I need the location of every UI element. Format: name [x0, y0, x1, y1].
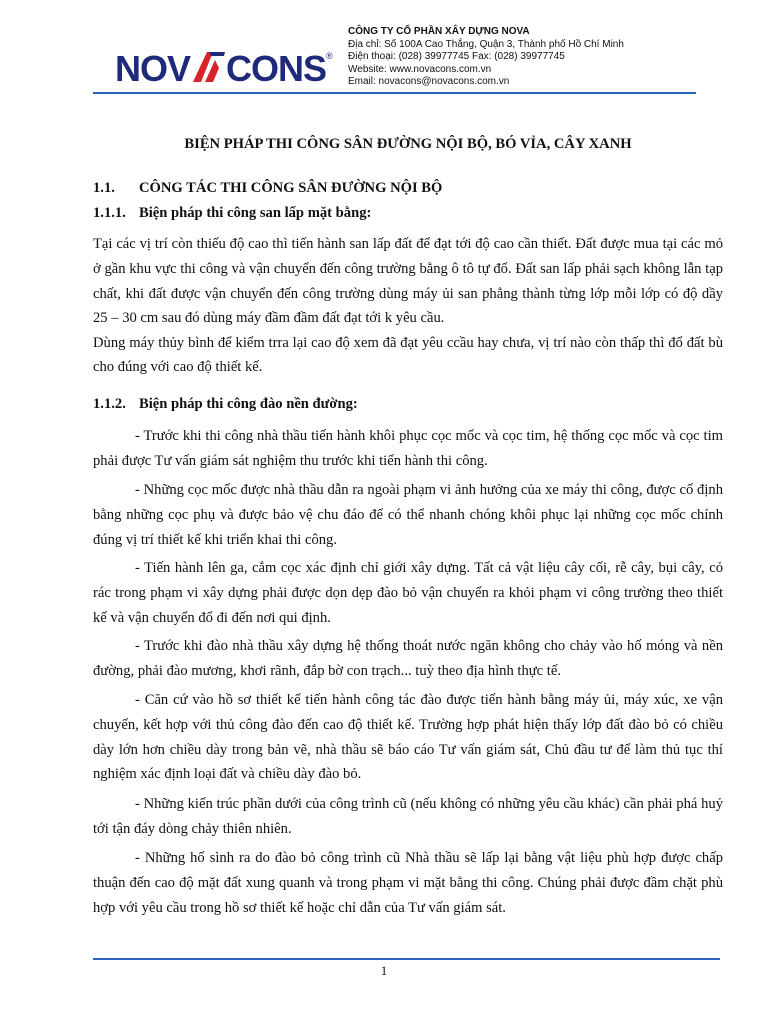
company-website: Website: www.novacons.com.vn — [348, 63, 492, 75]
company-name: CÔNG TY CỔ PHẦN XÂY DỰNG NOVA — [348, 26, 530, 37]
subsection-title: Biện pháp thi công đào nền đường: — [139, 396, 358, 412]
header-divider — [93, 92, 696, 94]
company-info — [348, 26, 624, 89]
subsection-heading — [93, 205, 371, 222]
bullet-paragraph: - Những cọc mốc được nhà thầu dẫn ra ngoài phạm vi ảnh hưởng của xe máy thi công, được cố định bằng những cọc phụ và được bảo vệ chu đáo để có thể nhanh chóng khôi phục lại những cọc mốc chính đúng vị trí thiết kế khi triển khai thi công. — [93, 482, 723, 548]
subsection-title: Biện pháp thi công san lấp mặt bằng: — [139, 205, 372, 221]
company-logo — [115, 36, 332, 89]
logo-text-right: CONS — [226, 48, 327, 89]
bullet-paragraph: - Những hố sình ra do đào bỏ công trình cũ Nhà thầu sẽ lấp lại bằng vật liệu phù hợp được chấp thuận đến cao độ mặt đất xung quanh và trong phạm vi mặt bằng thi công. Chúng phải được đầm chặt phù hợp với yêu cầu trong hồ sơ thiết kế hoặc chỉ dẫn của Tư vấn giám sát. — [93, 850, 723, 916]
paragraph: Tại các vị trí còn thiếu độ cao thì tiến hành san lấp đất để đạt tới độ cao cần thiết. Đất được mua tại các mỏ ở gần khu vực thi công và vận chuyển đến công trường bằng ô tô tự đổ. Đất san lấp phải sạch không lẫn tạp chất, khi đất được vận chuyển đến công trường dùng máy ủi san phẳng thành từng lớp mỗi lớp có độ dầy 25 – 30 cm sau đó dùng máy đầm đầm đất đạt tới k yêu cầu. — [93, 236, 723, 327]
section-title: CÔNG TÁC THI CÔNG SÂN ĐƯỜNG NỘI BỘ — [139, 180, 443, 196]
document-body — [93, 128, 723, 916]
page-number: 1 — [380, 963, 388, 978]
company-email: Email: novacons@novacons.com.vn — [348, 76, 510, 87]
bullet-paragraph: - Căn cứ vào hồ sơ thiết kế tiến hành công tác đào được tiến hành bằng máy ủi, máy xúc, xe vận chuyển, kết hợp với thủ công đào đến cao độ thiết kế. Trường hợp phát hiện thấy lớp đất đào bỏ có chiều dày lớn hơn chiều dày trong bản vẽ, nhà thầu sẽ báo cáo Tư vấn giám sát, Chủ đầu tư để làm thủ tục thí nghiệm xác định loại đất và chiều dày đào bỏ. — [93, 692, 723, 783]
logo-text-left: NOV — [115, 48, 191, 89]
page-header — [0, 0, 768, 96]
section-number: 1.1. — [93, 180, 115, 196]
subsection-heading — [93, 396, 358, 413]
bullet-paragraph: - Trước khi đào nhà thầu xây dựng hệ thống thoát nước ngăn không cho chảy vào hố móng và nền đường, phải đào mương, khơi rãnh, đắp bờ con trạch... tuỳ theo địa hình thực tế. — [93, 638, 723, 679]
logo-registered-mark: ® — [326, 51, 332, 61]
subsection-number: 1.1.1. — [93, 205, 126, 221]
bullet-paragraph: - Tiến hành lên ga, cắm cọc xác định chỉ giới xây dựng. Tất cả vật liệu cây cối, rễ cây, bụi cây, cỏ rác trong phạm vi xây dựng phải được dọn dẹp đào bỏ vận chuyển ra khỏi phạm vi công trường theo thiết kế và vận chuyển đổ đi đến nơi qui định. — [93, 560, 723, 626]
paragraph: Dùng máy thủy bình để kiểm trra lại cao độ xem đã đạt yêu ccầu hay chưa, vị trí nào còn thấp thì đổ đất bù cho đúng với cao độ thiết kế. — [93, 335, 723, 375]
logo-mark-icon — [191, 50, 225, 84]
footer-divider — [93, 958, 720, 960]
section-heading — [93, 180, 442, 197]
subsection-number: 1.1.2. — [93, 396, 126, 412]
bullet-paragraph: - Những kiến trúc phần dưới của công trình cũ (nếu không có những yêu cầu khác) cần phải phá huỷ tới tận đáy dòng chảy thiên nhiên. — [93, 796, 723, 837]
bullet-paragraph: - Trước khi thi công nhà thầu tiến hành khôi phục cọc mốc và cọc tim, hệ thống cọc mốc và cọc tim phải được Tư vấn giám sát nghiệm thu trước khi tiến hành thi công. — [93, 428, 723, 469]
company-phone: Điện thoại: (028) 39977745 Fax: (028) 39977745 — [348, 51, 565, 62]
company-address: Địa chỉ: Số 100A Cao Thắng, Quận 3, Thành phố Hồ Chí Minh — [348, 38, 624, 50]
document-title: BIỆN PHÁP THI CÔNG SÂN ĐƯỜNG NỘI BỘ, BÓ VỈA, CÂY XANH — [184, 136, 632, 152]
